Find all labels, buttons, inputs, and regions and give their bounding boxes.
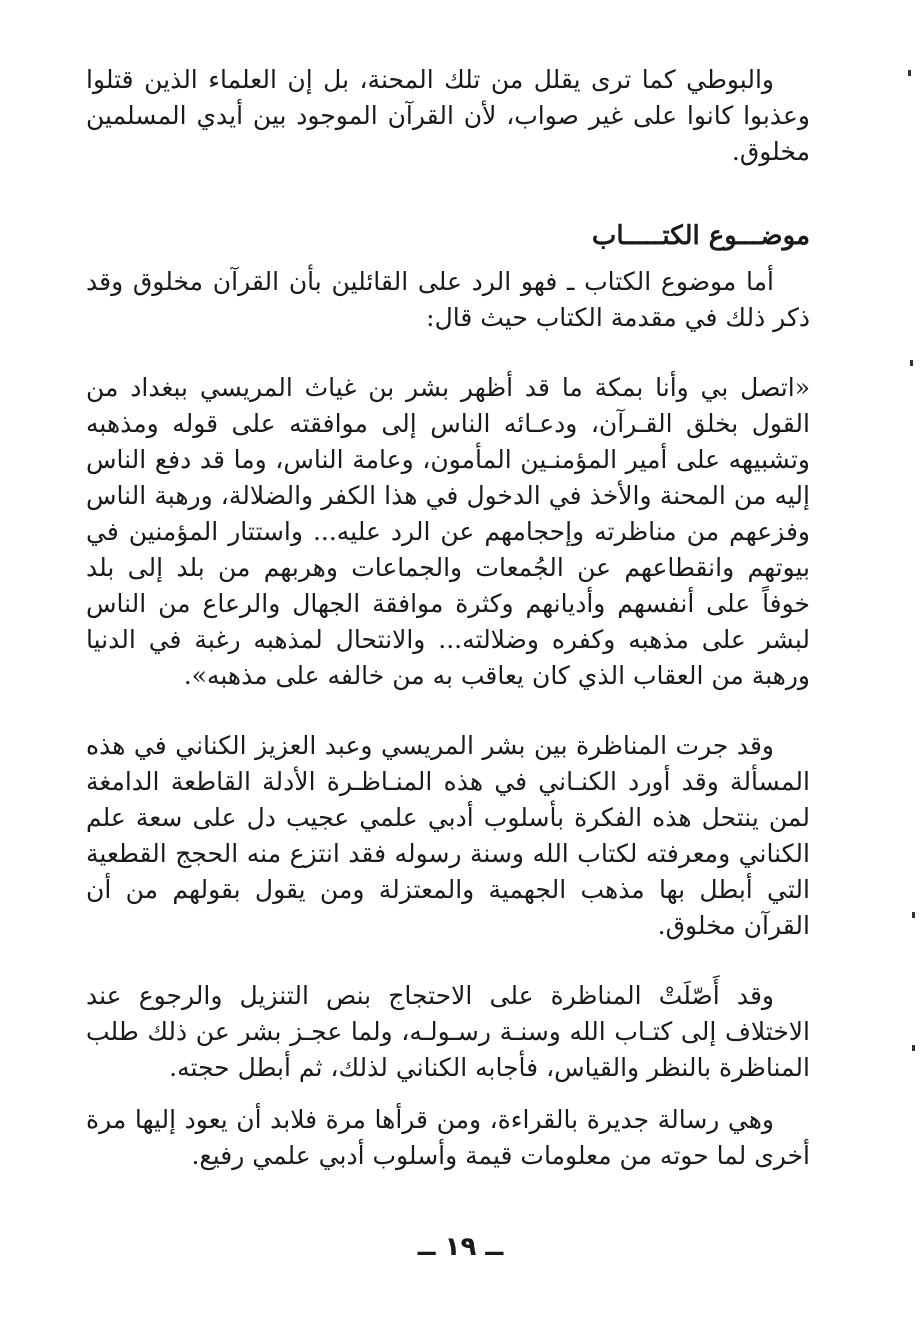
quote-paragraph: «اتصل بي وأنا بمكة ما قد أظهر بشر بن غياث المريسي ببغداد من القول بخلق القـرآن، ودعـائه الناس إلى موافقته على قوله ومذهبه وتشبيهه على أمير المؤمنـين المأمون، وعامة الناس، وما قد دفع الناس إليه من المحنة والأخذ في الدخول في هذا الكفر والضلالة، ورهبة الناس وفزعهم من مناظرته وإحجامهم عن الرد عليه... واستتار المؤمنين في بيوتهم وانقطاعهم عن الجُمعات والجماعات وهربهم من بلد إلى بلد خوفاً على أنفسهم وأديانهم وكثرة موافقة الجهال والرعاع من الناس لبشر على مذهبه وكفره وضلالته... والانتحال لمذهبه رغبة في الدنيا ورهبة من العقاب الذي كان يعاقب به من خالفه على مذهبه». [86,373,810,690]
intro-paragraph: والبوطي كما ترى يقلل من تلك المحنة، بل إن العلماء الذين قتلوا وعذبوا كانوا على غير صواب، لأن القرآن الموجود بين أيدي المسلمين مخلوق. [86,65,810,166]
closing-paragraph: وهي رسالة جديرة بالقراءة، ومن قرأها مرة فلابد أن يعود إليها مرة أخرى لما حوته من معلومات قيمة وأسلوب أدبي علمي رفيع. [86,1105,810,1170]
spacer [86,256,810,264]
document-page [86,62,810,1174]
debate-paragraph: وقد جرت المناظرة بين بشر المريسي وعبد العزيز الكناني في هذه المسألة وقد أورد الكنـاني في هذه المنـاظـرة الأدلة القاطعة الدامغة لمن ينتحل هذه الفكرة بأسلوب أدبي علمي عجيب دل على سعة علم الكناني ومعرفته لكتاب الله وسنة رسوله فقد انتزع منه الحجج القطعية التي أبطل بها مذهب الجهمية والمعتزلة ومن يقول بقولهم من أن القرآن مخلوق. [86,731,810,940]
spacer [86,944,810,978]
topic-paragraph: أما موضوع الكتاب ـ فهو الرد على القائلين بأن القرآن مخلوق وقد ذكر ذلك في مقدمة الكتاب حيث قال: [86,267,810,332]
spacer [86,170,810,216]
scan-edge-mark [912,1045,915,1051]
section-heading: موضـــوع الكتـــــاب [591,221,810,251]
scan-edge-mark [912,912,915,918]
scan-edge-mark [910,360,913,366]
spacer [86,694,810,728]
spacer [86,1086,810,1102]
spacer [86,336,810,370]
scan-edge-mark [908,70,911,76]
page-number: ــ ١٩ ــ [417,1232,504,1262]
principle-paragraph: وقد أَصّلَتْ المناظرة على الاحتجاج بنص التنزيل والرجوع عند الاختلاف إلى كتـاب الله وسنـة رسـولـه، ولما عجـز بشر عن ذلك طلب المناظرة بالنظر والقياس، فأجابه الكناني لذلك، ثم أبطل حجته. [86,981,810,1082]
